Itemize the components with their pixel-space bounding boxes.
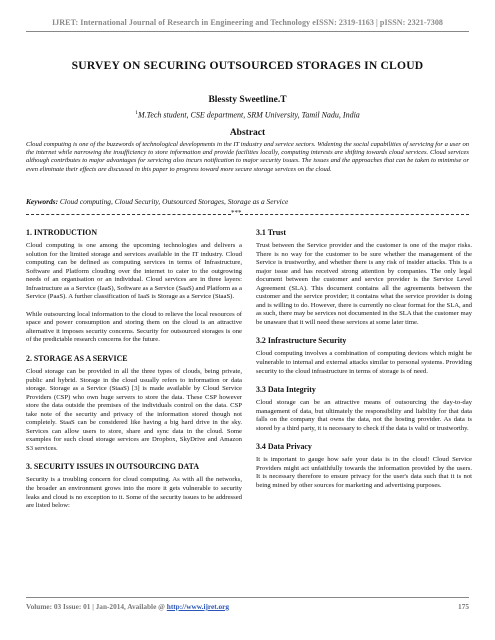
author-name: Blessty Sweetline.T (208, 95, 287, 105)
header-rule (26, 31, 469, 32)
section-heading-security-issues: 3. SECURITY ISSUES IN OUTSOURCING DATA (26, 462, 200, 472)
subsection-heading-data-integrity: 3.3 Data Integrity (256, 385, 316, 395)
separator-dash-left (26, 214, 231, 215)
paragraph: Cloud computing is one among the upcoming technologies and delivers a solution for the limited storage and services available in the IT industry. Cloud computing can be defined as computing services in terms of Infrastructure, Software and Platform clouding over the internet to cater to the outgrowing needs of an organisation or an individual. Cloud services are in three layers: Infrastructure as a Service (IaaS), Software as a Service (SaaS) and Platform as a Service (PaaS). A further classification of IaaS is Storage as a Service (StaaS). (26, 242, 242, 301)
paragraph: Cloud storage can be provided in all the three types of clouds, being private, public and hybrid. Storage in the cloud usually refers to information or data storage. Storage as a Service (StaaS) [3] is made available by Cloud Service Providers (CSP) who own huge servers to store the data. These CSP however store the data outside the premises of the individuals control on the data. CSP take note of the security and privacy of the information stored though not completely. StaaS can be considered like having a big hard drive in the sky. Services can allow users to store, share and sync data in the cloud. Some examples for such cloud storage services are Dropbox, SkyDrive and Amazon S3 services. (26, 368, 242, 452)
section-heading-storage-as-a-service: 2. STORAGE AS A SERVICE (26, 354, 128, 364)
section-separator (26, 209, 469, 219)
right-column (256, 228, 472, 490)
subsection-heading-trust: 3.1 Trust (256, 228, 286, 237)
page-number: 175 (458, 602, 469, 611)
paragraph: It is important to gauge how safe your data is in the cloud! Cloud Service Providers might act unfaithfully towards the information provided by the users. It is necessary therefore to ensure privacy for the user's data such that it is not being mined by other sources for marketing and advertising purposes. (256, 456, 472, 489)
paragraph: Trust between the Service provider and the customer is one of the major risks. There is no way for the customer to be sure whether the management of the Service is trustworthy, and whether there is any risk of insider attacks. This is a major issue and has received strong attention by companies. The only legal document between the customer and service provider is the Service Level Agreement (SLA). This document contains all the agreements between the customer and the service provider; it contains what the service provider is doing and is willing to do. However, there is currently no clear format for the SLA, and as such, there may be services not documented in the SLA that the customer may be unaware that it will need these services at some later time. (256, 242, 472, 326)
paragraph: Cloud computing involves a combination of computing devices which might be vulnerable to internal and external attacks similar to personal systems. Providing security to the cloud infrastructure in terms of storage is of need. (256, 350, 472, 375)
keywords-text: Cloud computing, Cloud Security, Outsourced Storages, Storage as a Service (58, 197, 289, 206)
keywords-line (26, 197, 469, 206)
paragraph: Cloud storage can be an attractive means of outsourcing the day-to-day management of data, but ultimately the responsibility and liability for that data falls on the company that owns the data, not the hosting provider. As data is stored by a third party, it is necessary to check if the data is valid or trustworthy. (256, 399, 472, 432)
affiliation-text: M.Tech student, CSE department, SRM University, Tamil Nadu, India (137, 110, 360, 120)
footer-journal-link[interactable]: http://www.ijret.org (166, 602, 230, 611)
journal-footer (26, 602, 469, 611)
paragraph: Security is a troubling concern for cloud computing. As with all the networks, the broader an environment grows into the more it gets vulnerable to security leaks and cloud is no exception to it. Some of the security issues to be addressed are listed below: (26, 476, 242, 510)
separator-stars: *** (231, 209, 242, 217)
separator-dash-right (240, 214, 469, 215)
subsection-heading-data-privacy: 3.4 Data Privacy (256, 442, 312, 452)
abstract-heading: Abstract (229, 128, 266, 138)
journal-header: IJRET: International Journal of Research in Engineering and Technology eISSN: 2319-1163 | pISSN: 2321-7308 (51, 18, 444, 27)
paragraph: While outsourcing local information to the cloud to relieve the local resources of space and power consumption and storing them on the cloud is an attractive alternative it imposes security concerns. Security for outsourced storages is one of the predictable research concerns for the future. (26, 310, 242, 344)
section-heading-introduction: 1. INTRODUCTION (26, 228, 98, 237)
footer-volume-info: Volume: 03 Issue: 01 | Jan-2014, Available @ (26, 602, 167, 611)
keywords-label: Keywords: (26, 197, 59, 206)
abstract-body: Cloud computing is one of the buzzwords of technological developments in the IT industry and service sectors. Widening the social capabilities of servicing for a user on the internet while narrowing the insufficiency to store information and provide facilities locally, computing interests are shifting towards cloud services. Cloud services although contributes to major advantages for servicing also incurs notification to major security issues. The issues and the approaches that can be taken to minimise or even eliminate their effects are discussed in this paper to progress toward more secure storage services on the cloud. (26, 141, 469, 173)
author-affiliation (26, 110, 469, 120)
paper-title: SURVEY ON SECURING OUTSOURCED STORAGES IN CLOUD (71, 59, 424, 72)
subsection-heading-infrastructure-security: 3.2 Infrastructure Security (256, 336, 347, 346)
left-column (26, 228, 242, 511)
footer-rule (26, 597, 469, 598)
affiliation-marker: 1 (135, 110, 138, 116)
